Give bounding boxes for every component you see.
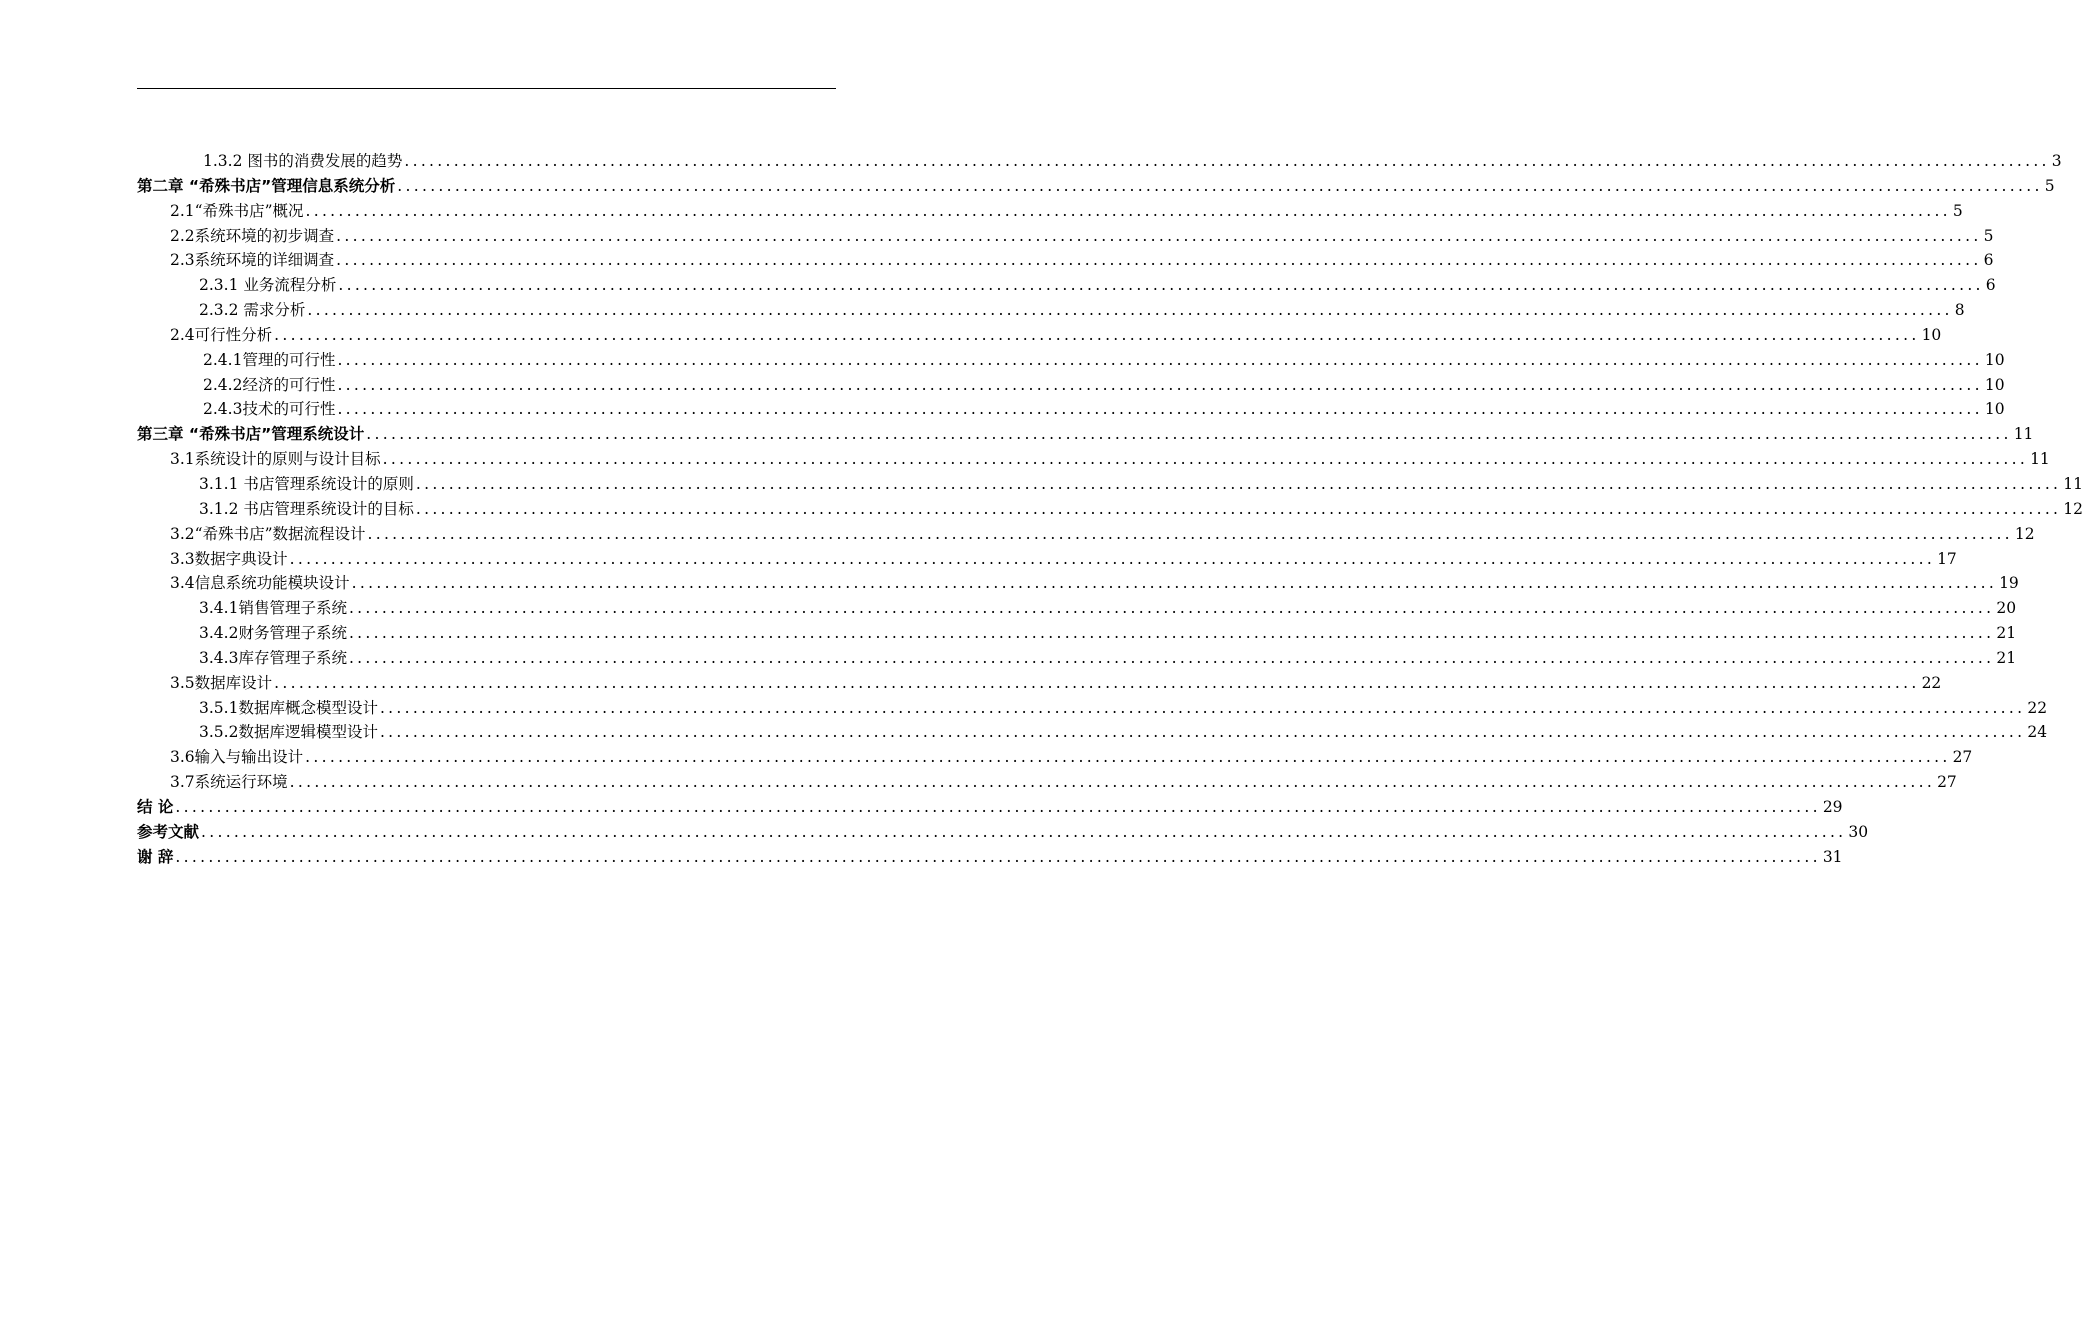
toc-entry-title: 结 论 — [137, 797, 174, 816]
toc-dot-leader: ........................................................................................................................................................................................................ — [274, 325, 1920, 344]
toc-entry[interactable] — [137, 447, 2050, 472]
toc-entry-page: 22 — [1921, 673, 1942, 692]
toc-dot-leader: ........................................................................................................................................................................................................ — [415, 499, 2062, 518]
toc-dot-leader: ........................................................................................................................................................................................................ — [175, 847, 1821, 866]
toc-entry-title: 3.6输入与输出设计 — [170, 748, 304, 767]
toc-dot-leader: ........................................................................................................................................................................................................ — [336, 226, 1982, 245]
toc-entry-title: 2.4.2经济的可行性 — [203, 375, 336, 394]
toc-entry[interactable] — [137, 571, 2019, 596]
toc-entry-title: 参考文献 — [137, 822, 200, 841]
toc-entry-page: 30 — [1848, 822, 1869, 841]
toc-dot-leader: ........................................................................................................................................................................................................ — [338, 276, 1984, 295]
toc-entry[interactable] — [137, 720, 2048, 745]
toc-dot-leader: ........................................................................................................................................................................................................ — [201, 822, 1847, 841]
toc-entry-title: 3.1.1 书店管理系统设计的原则 — [199, 474, 414, 493]
toc-entry-page: 20 — [1996, 599, 2017, 618]
toc-entry-title: 3.5数据库设计 — [170, 673, 273, 692]
toc-entry-page: 10 — [1984, 350, 2005, 369]
toc-entry-page: 21 — [1996, 624, 2017, 643]
toc-entry[interactable] — [137, 422, 2034, 447]
toc-entry-title: 3.1.2 书店管理系统设计的目标 — [199, 499, 414, 518]
toc-entry-title: 2.4可行性分析 — [170, 325, 273, 344]
toc-entry[interactable] — [137, 373, 2005, 398]
toc-dot-leader: ........................................................................................................................................................................................................ — [289, 549, 1936, 568]
toc-entry[interactable] — [137, 298, 1965, 323]
toc-entry[interactable] — [137, 621, 2017, 646]
toc-entry-page: 27 — [1952, 748, 1973, 767]
toc-entry[interactable] — [137, 522, 2035, 547]
toc-dot-leader: ........................................................................................................................................................................................................ — [305, 201, 1951, 220]
toc-entry[interactable] — [137, 397, 2005, 422]
toc-dot-leader: ........................................................................................................................................................................................................ — [397, 176, 2043, 195]
toc-dot-leader: ........................................................................................................................................................................................................ — [337, 400, 1983, 419]
toc-dot-leader: ........................................................................................................................................................................................................ — [274, 673, 1920, 692]
toc-entry-title: 第三章 “希殊书店”管理系统设计 — [137, 425, 365, 444]
toc-entry-page: 5 — [2044, 176, 2055, 195]
toc-entry-title: 3.5.2数据库逻辑模型设计 — [199, 723, 378, 742]
toc-entry-title: 3.4信息系统功能模块设计 — [170, 574, 350, 593]
toc-entry-page: 17 — [1937, 549, 1957, 568]
toc-entry[interactable] — [137, 174, 2055, 199]
toc-entry[interactable] — [137, 199, 1963, 224]
toc-dot-leader: ........................................................................................................................................................................................................ — [305, 748, 1951, 767]
toc-dot-leader: ........................................................................................................................................................................................................ — [336, 251, 1982, 270]
toc-entry-page: 11 — [2063, 474, 2083, 493]
toc-dot-leader: ........................................................................................................................................................................................................ — [379, 723, 2026, 742]
toc-entry[interactable] — [137, 273, 1996, 298]
toc-dot-leader: ........................................................................................................................................................................................................ — [404, 152, 2050, 170]
toc-entry-title: 2.3.2 需求分析 — [199, 301, 306, 320]
table-of-contents — [137, 149, 2083, 869]
toc-entry-page: 5 — [1983, 226, 1994, 245]
toc-entry-title: 2.3系统环境的详细调查 — [170, 251, 335, 270]
toc-entry-page: 12 — [2063, 499, 2083, 518]
toc-entry[interactable] — [137, 149, 2062, 174]
toc-entry-page: 22 — [2027, 698, 2048, 717]
toc-entry-title: 2.4.1管理的可行性 — [203, 350, 336, 369]
toc-entry-title: 3.4.3库存管理子系统 — [199, 648, 347, 667]
toc-entry-page: 24 — [2027, 723, 2048, 742]
toc-dot-leader: ........................................................................................................................................................................................................ — [379, 698, 2026, 717]
toc-entry-page: 6 — [1985, 276, 1996, 295]
toc-entry-page: 27 — [1937, 773, 1957, 792]
toc-entry-title: 2.2系统环境的初步调查 — [170, 226, 335, 245]
toc-entry-page: 5 — [1952, 201, 1963, 220]
toc-entry-page: 8 — [1954, 301, 1965, 320]
toc-dot-leader: ........................................................................................................................................................................................................ — [175, 797, 1821, 816]
toc-dot-leader: ........................................................................................................................................................................................................ — [289, 773, 1936, 792]
toc-entry[interactable] — [137, 820, 1869, 845]
toc-entry[interactable] — [137, 845, 1843, 870]
toc-entry[interactable] — [137, 323, 1942, 348]
toc-entry-page: 31 — [1822, 847, 1843, 866]
toc-entry-page: 11 — [2030, 450, 2050, 469]
toc-entry-page: 10 — [1984, 375, 2005, 394]
toc-entry-page: 10 — [1921, 325, 1942, 344]
toc-entry[interactable] — [137, 671, 1942, 696]
toc-entry-page: 21 — [1996, 648, 2017, 667]
toc-entry[interactable] — [137, 795, 1843, 820]
toc-entry-title: 2.3.1 业务流程分析 — [199, 276, 337, 295]
toc-dot-leader: ........................................................................................................................................................................................................ — [337, 350, 1983, 369]
header-rule — [137, 88, 836, 89]
toc-dot-leader: ........................................................................................................................................................................................................ — [367, 524, 2013, 543]
toc-dot-leader: ........................................................................................................................................................................................................ — [337, 375, 1983, 394]
toc-entry-title: 3.2“希殊书店”数据流程设计 — [170, 524, 366, 543]
toc-entry-page: 10 — [1984, 400, 2005, 419]
toc-entry-title: 谢 辞 — [137, 847, 174, 866]
toc-entry-title: 3.7系统运行环境 — [170, 773, 288, 792]
toc-entry-page: 19 — [1999, 574, 2019, 593]
toc-dot-leader: ........................................................................................................................................................................................................ — [348, 624, 1995, 643]
toc-entry[interactable] — [137, 745, 1973, 770]
toc-entry[interactable] — [137, 596, 2017, 621]
toc-entry-page: 29 — [1822, 797, 1843, 816]
toc-entry[interactable] — [137, 224, 1994, 249]
toc-entry-title: 3.3数据字典设计 — [170, 549, 288, 568]
toc-entry-page: 11 — [2013, 425, 2034, 444]
toc-dot-leader: ........................................................................................................................................................................................................ — [382, 450, 2029, 469]
toc-entry-title: 2.4.3技术的可行性 — [203, 400, 336, 419]
toc-entry[interactable] — [137, 348, 2005, 373]
toc-entry[interactable] — [137, 646, 2017, 671]
toc-entry-title: 3.4.2财务管理子系统 — [199, 624, 347, 643]
toc-dot-leader: ........................................................................................................................................................................................................ — [348, 599, 1995, 618]
toc-entry-page: 3 — [2051, 152, 2062, 170]
toc-entry-title: 第二章 “希殊书店”管理信息系统分析 — [137, 176, 396, 195]
toc-entry-title: 3.4.1销售管理子系统 — [199, 599, 347, 618]
toc-entry[interactable] — [137, 497, 2083, 522]
toc-entry[interactable] — [137, 696, 2048, 721]
toc-entry[interactable] — [137, 248, 1994, 273]
toc-dot-leader: ........................................................................................................................................................................................................ — [351, 574, 1998, 593]
toc-entry-title: 3.1系统设计的原则与设计目标 — [170, 450, 381, 469]
toc-entry[interactable] — [137, 547, 1957, 572]
toc-dot-leader: ........................................................................................................................................................................................................ — [307, 301, 1953, 320]
toc-entry-title: 1.3.2 图书的消费发展的趋势 — [203, 152, 403, 170]
toc-entry[interactable] — [137, 770, 1957, 795]
toc-entry-page: 12 — [2014, 524, 2035, 543]
toc-dot-leader: ........................................................................................................................................................................................................ — [348, 648, 1995, 667]
toc-dot-leader: ........................................................................................................................................................................................................ — [366, 425, 2012, 444]
toc-entry-title: 3.5.1数据库概念模型设计 — [199, 698, 378, 717]
toc-entry-title: 2.1“希殊书店”概况 — [170, 201, 304, 220]
toc-dot-leader: ........................................................................................................................................................................................................ — [415, 474, 2062, 493]
toc-entry-page: 6 — [1983, 251, 1994, 270]
toc-entry[interactable] — [137, 472, 2083, 497]
